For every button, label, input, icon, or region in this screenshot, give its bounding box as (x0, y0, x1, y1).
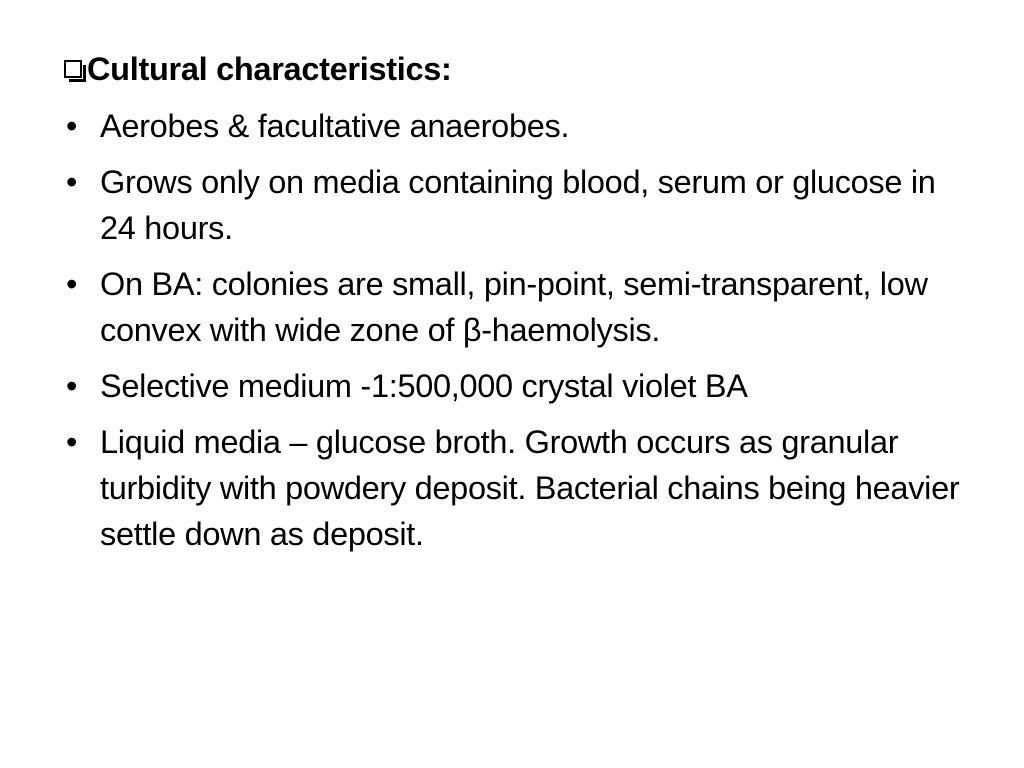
list-item (62, 103, 962, 149)
bullet-icon: • (66, 266, 78, 302)
bullet-icon: • (66, 424, 78, 460)
bullet-text: Grows only on media containing blood, serum or glucose in 24 hours. (100, 164, 936, 246)
list-item (62, 419, 962, 557)
bullet-text: Selective medium -1:500,000 crystal violet BA (100, 368, 748, 404)
heading-text: Cultural characteristics: (87, 51, 452, 87)
bullet-icon: • (66, 368, 78, 404)
bullet-list (62, 103, 962, 557)
section-heading (62, 46, 962, 92)
list-item (62, 261, 962, 353)
bullet-icon: • (66, 108, 78, 144)
bullet-text: Aerobes & facultative anaerobes. (100, 108, 570, 144)
bullet-icon: • (66, 164, 78, 200)
bullet-text: Liquid media – glucose broth. Growth occurs as granular turbidity with powdery deposit. Bacterial chains being heavier settle down as deposit. (100, 424, 960, 552)
list-item (62, 363, 962, 409)
checkbox-bullet-icon (64, 60, 82, 78)
list-item (62, 159, 962, 251)
slide-content (62, 46, 962, 567)
bullet-text: On BA: colonies are small, pin-point, semi-transparent, low convex with wide zone of β-haemolysis. (100, 266, 928, 348)
